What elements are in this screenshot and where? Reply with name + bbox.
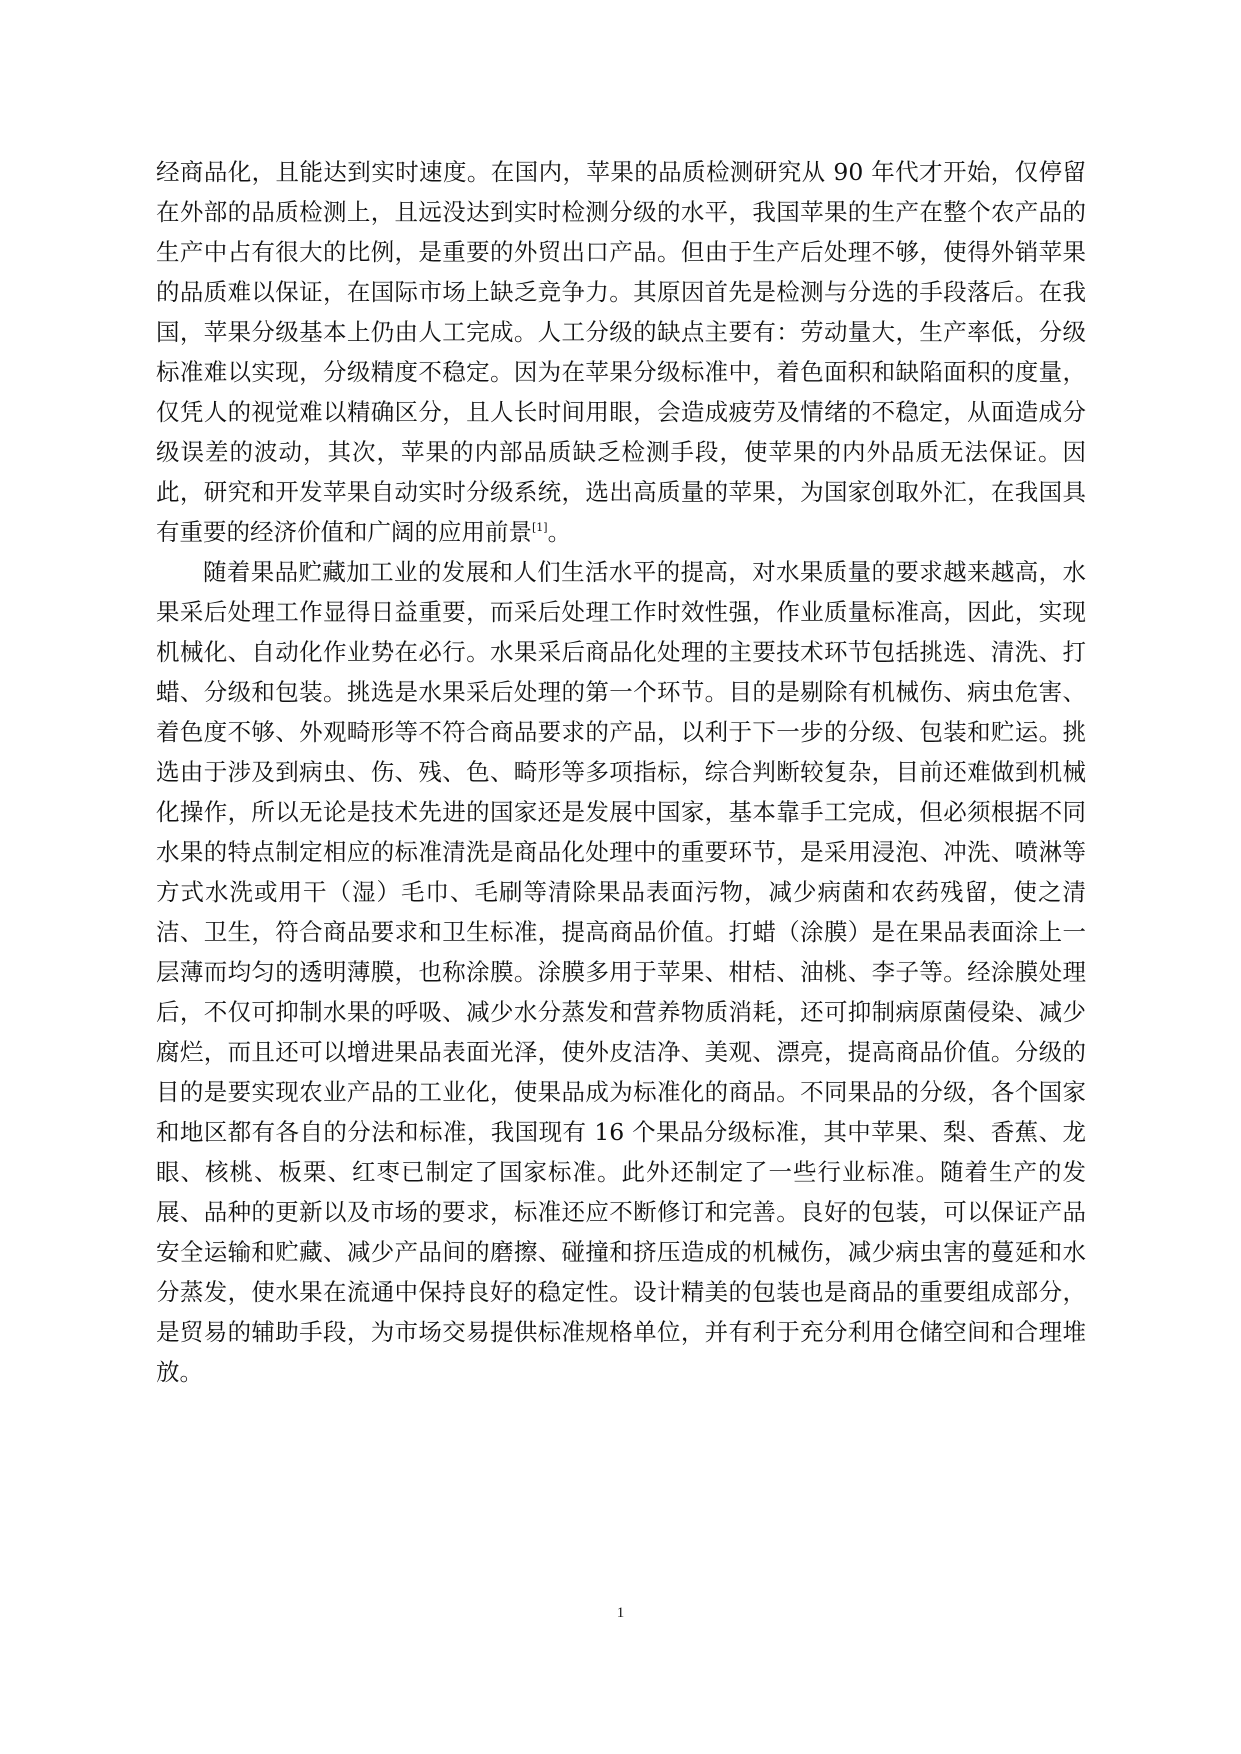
paragraph (156, 152, 1086, 552)
paragraph-text: 随着果品贮藏加工业的发展和人们生活水平的提高，对水果质量的要求越来越高，水果采后处理工作显得日益重要，而采后处理工作时效性强，作业质量标准高，因此，实现机械化、自动化作业势在必行。水果采后商品化处理的主要技术环节包括挑选、清洗、打蜡、分级和包装。挑选是水果采后处理的第一个环节。目的是剔除有机械伤、病虫危害、着色度不够、外观畸形等不符合商品要求的产品，以利于下一步的分级、包装和贮运。挑选由于涉及到病虫、伤、残、色、畸形等多项指标，综合判断较复杂，目前还难做到机械化操作，所以无论是技术先进的国家还是发展中国家，基本靠手工完成，但必须根据不同水果的特点制定相应的标准清洗是商品化处理中的重要环节，是采用浸泡、冲洗、喷淋等方式水洗或用干（湿）毛巾、毛刷等清除果品表面污物，减少病菌和农药残留，使之清洁、卫生，符合商品要求和卫生标准，提高商品价值。打蜡（涂膜）是在果品表面涂上一层薄而均匀的透明薄膜，也称涂膜。涂膜多用于苹果、柑桔、油桃、李子等。经涂膜处理后，不仅可抑制水果的呼吸、减少水分蒸发和营养物质消耗，还可抑制病原菌侵染、减少腐烂，而且还可以增进果品表面光泽，使外皮洁净、美观、漂亮，提高商品价值。分级的目的是要实现农业产品的工业化，使果品成为标准化的商品。不同果品的分级，各个国家和地区都有各自的分法和标准，我国现有 16 个果品分级标准，其中苹果、梨、香蕉、龙眼、核桃、板栗、红枣已制定了国家标准。此外还制定了一些行业标准。随着生产的发展、品种的更新以及市场的要求，标准还应不断修订和完善。良好的包装，可以保证产品安全运输和贮藏、减少产品间的磨擦、碰撞和挤压造成的机械伤，减少病虫害的蔓延和水分蒸发，使水果在流通中保持良好的稳定性。设计精美的包装也是商品的重要组成部分，是贸易的辅助手段，为市场交易提供标准规格单位，并有利于充分利用仓储空间和合理堆放。 (156, 558, 1086, 1386)
paragraph (156, 552, 1086, 1392)
citation-marker: [1] (532, 521, 548, 535)
paragraph-end: 。 (547, 518, 572, 546)
body-text (156, 152, 1086, 1392)
paragraph-text: 经商品化，且能达到实时速度。在国内，苹果的品质检测研究从 90 年代才开始，仅停留在外部的品质检测上，且远没达到实时检测分级的水平，我国苹果的生产在整个农产品的生产中占有很大的比例，是重要的外贸出口产品。但由于生产后处理不够，使得外销苹果的品质难以保证，在国际市场上缺乏竞争力。其原因首先是检测与分选的手段落后。在我国，苹果分级基本上仍由人工完成。人工分级的缺点主要有：劳动量大，生产率低，分级标准难以实现，分级精度不稳定。因为在苹果分级标准中，着色面积和缺陷面积的度量，仅凭人的视觉难以精确区分，且人长时间用眼，会造成疲劳及情绪的不稳定，从面造成分级误差的波动，其次，苹果的内部品质缺乏检测手段，使苹果的内外品质无法保证。因此，研究和开发苹果自动实时分级系统，选出高质量的苹果，为国家创取外汇，在我国具有重要的经济价值和广阔的应用前景 (156, 158, 1086, 546)
page-number: 1 (616, 1605, 625, 1621)
